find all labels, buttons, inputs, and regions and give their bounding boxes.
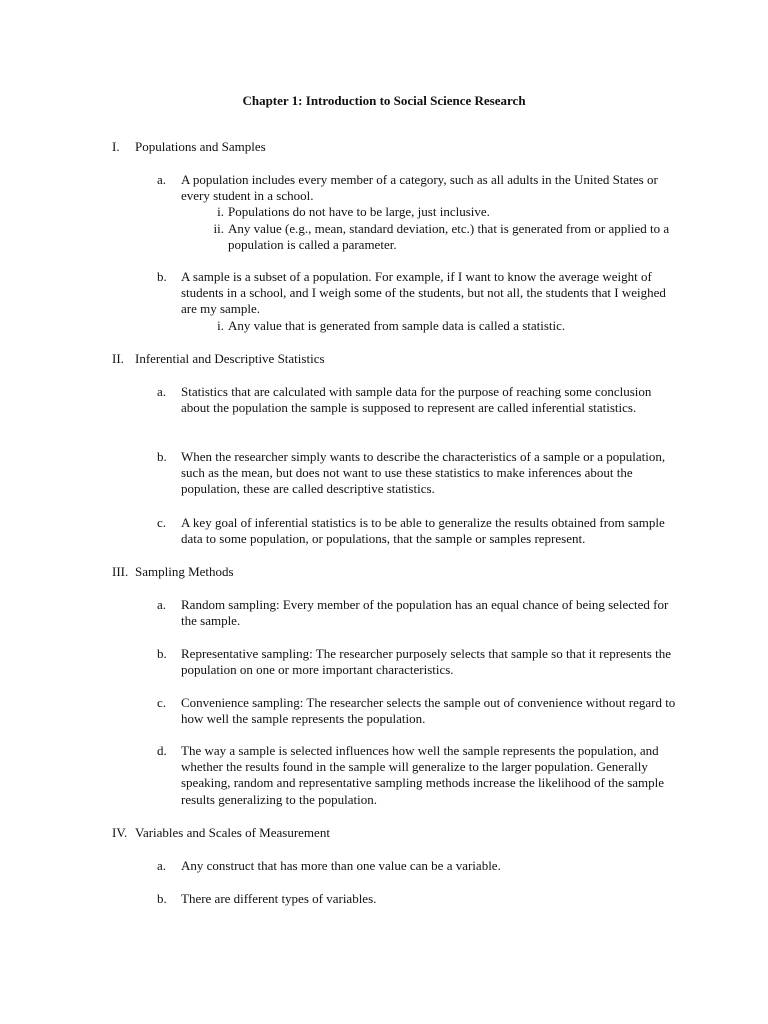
item-text: Statistics that are calculated with sample data for the purpose of reaching some conclusion about the population the sample is supposed to represent are called inferential statistics. (181, 384, 652, 416)
item-text: Representative sampling: The researcher purposely selects that sample so that it represents the population on one or more important characteristics. (181, 646, 671, 678)
sub-item (202, 318, 672, 334)
item-letter: c. (157, 695, 167, 710)
section-title: Sampling Methods (135, 564, 234, 579)
item-letter: a. (157, 172, 167, 187)
item-letter: a. (157, 858, 167, 873)
list-item (157, 858, 697, 874)
item-text: A key goal of inferential statistics is to be able to generalize the results obtained from sample data to some population, or populations, that the sample or samples represent. (181, 515, 665, 547)
list-item (157, 449, 697, 498)
sub-item (202, 221, 672, 253)
item-text: When the researcher simply wants to describe the characteristics of a sample or a population, such as the mean, but does not want to use these statistics to make inferences about the population, these are called descriptive statistics. (181, 449, 666, 497)
sub-item (202, 204, 672, 220)
item-text: The way a sample is selected influences how well the sample represents the population, and whether the results found in the sample will generalize to the larger population. Generally speaking, random and representative sampling methods increase the likelihood of the sample results generalizing to the population. (181, 743, 665, 807)
sub-item-text: Populations do not have to be large, just inclusive. (228, 204, 490, 220)
item-text: A population includes every member of a category, such as all adults in the United States or every student in a school. (181, 172, 658, 204)
list-item (157, 743, 697, 808)
item-text: Convenience sampling: The researcher selects the sample out of convenience without regard to how well the sample represents the population. (181, 695, 676, 727)
list-item (157, 172, 697, 253)
sub-item-numeral: i. (217, 204, 224, 220)
item-letter: c. (157, 515, 167, 530)
item-text: There are different types of variables. (181, 891, 377, 906)
sub-item-text: Any value that is generated from sample data is called a statistic. (228, 317, 566, 333)
sub-item-numeral: ii. (213, 220, 224, 236)
item-text: A sample is a subset of a population. For example, if I want to know the average weight of students in a school, and I weigh some of the students, but not all, the students that I weighed are my sample. (181, 269, 666, 317)
sub-item-numeral: i. (217, 317, 224, 333)
list-item (157, 646, 697, 678)
item-letter: a. (157, 597, 167, 612)
list-item (157, 269, 697, 334)
item-letter: b. (157, 449, 167, 464)
section-numeral: I. (112, 139, 120, 154)
list-item (157, 515, 697, 547)
section-title: Variables and Scales of Measurement (135, 825, 330, 840)
list-item (157, 384, 697, 416)
section-title: Inferential and Descriptive Statistics (135, 351, 325, 366)
list-item (157, 597, 697, 629)
document-title: Chapter 1: Introduction to Social Science Research (242, 93, 526, 108)
section-numeral: II. (112, 351, 124, 366)
list-item (157, 891, 697, 907)
section-numeral: IV. (112, 825, 128, 840)
sub-item-text: Any value (e.g., mean, standard deviation, etc.) that is generated from or applied to a population is called a parameter. (228, 220, 670, 252)
item-letter: b. (157, 646, 167, 661)
item-letter: b. (157, 269, 167, 284)
item-text: Any construct that has more than one value can be a variable. (181, 858, 501, 873)
section-title: Populations and Samples (135, 139, 266, 154)
item-letter: d. (157, 743, 167, 758)
item-letter: b. (157, 891, 167, 906)
item-text: Random sampling: Every member of the population has an equal chance of being selected for the sample. (181, 597, 669, 629)
list-item (157, 695, 697, 727)
item-letter: a. (157, 384, 167, 399)
section-numeral: III. (112, 564, 129, 579)
